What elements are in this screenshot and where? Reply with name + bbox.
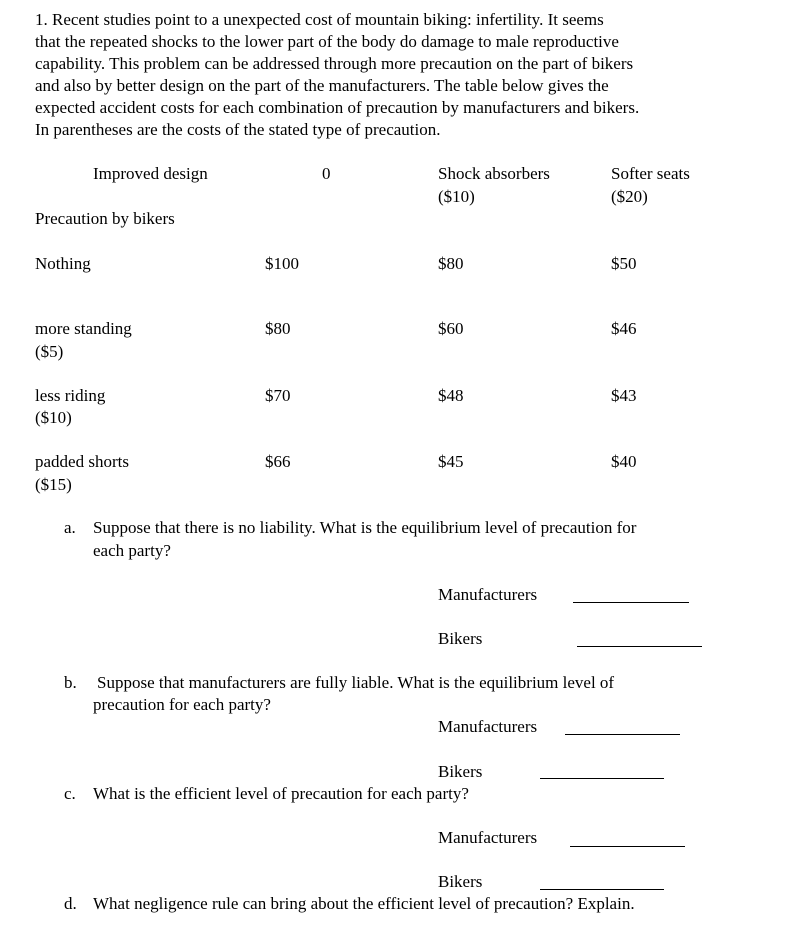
table-cell: $48 <box>438 386 464 405</box>
question-b-letter: b. <box>64 673 77 692</box>
column-header-0: 0 <box>322 164 331 183</box>
bikers-label: Bikers <box>438 762 483 781</box>
bikers-label: Bikers <box>438 872 483 891</box>
manufacturers-label: Manufacturers <box>438 828 538 847</box>
column-cost-shock-absorbers: ($10) <box>438 187 475 206</box>
intro-line: capability. This problem can be addressed through more precaution on the part of bikers <box>35 54 634 73</box>
row-cost-padded-shorts: ($15) <box>35 475 72 494</box>
table-cell: $50 <box>611 254 637 273</box>
column-header-shock-absorbers: Shock absorbers <box>438 164 550 183</box>
question-a-text-cont: each party? <box>93 541 171 560</box>
row-cost-more-standing: ($5) <box>35 342 64 361</box>
table-cell: $70 <box>265 386 291 405</box>
intro-line: expected accident costs for each combination of precaution by manufacturers and bikers. <box>35 98 640 117</box>
col-axis-label: Precaution by bikers <box>35 209 175 228</box>
column-cost-softer-seats: ($20) <box>611 187 648 206</box>
answer-blank-c-bikers[interactable] <box>540 889 664 890</box>
row-label-nothing: Nothing <box>35 254 91 273</box>
table-cell: $46 <box>611 319 637 338</box>
question-a-text: Suppose that there is no liability. What is the equilibrium level of precaution for <box>93 518 637 537</box>
answer-blank-b-bikers[interactable] <box>540 778 664 779</box>
answer-blank-b-manufacturers[interactable] <box>565 734 680 735</box>
table-cell: $80 <box>438 254 464 273</box>
table-cell: $60 <box>438 319 464 338</box>
table-cell: $43 <box>611 386 637 405</box>
intro-line: and also by better design on the part of the manufacturers. The table below gives the <box>35 76 609 95</box>
question-b-text-cont: precaution for each party? <box>93 695 271 714</box>
bikers-label: Bikers <box>438 629 483 648</box>
table-cell: $40 <box>611 452 637 471</box>
table-cell: $45 <box>438 452 464 471</box>
question-a-letter: a. <box>64 518 76 537</box>
question-d-letter: d. <box>64 894 77 913</box>
problem-intro <box>35 9 775 141</box>
intro-line: 1. Recent studies point to a unexpected cost of mountain biking: infertility. It seems <box>35 10 604 29</box>
column-header-softer-seats: Softer seats <box>611 164 690 183</box>
question-c-letter: c. <box>64 784 76 803</box>
answer-blank-a-bikers[interactable] <box>577 646 702 647</box>
answer-blank-a-manufacturers[interactable] <box>573 602 689 603</box>
row-cost-less-riding: ($10) <box>35 408 72 427</box>
manufacturers-label: Manufacturers <box>438 585 538 604</box>
question-b-text: Suppose that manufacturers are fully liable. What is the equilibrium level of <box>97 673 615 692</box>
answer-blank-c-manufacturers[interactable] <box>570 846 685 847</box>
manufacturers-label: Manufacturers <box>438 717 538 736</box>
row-label-less-riding: less riding <box>35 386 106 405</box>
row-axis-label: Improved design <box>93 164 208 183</box>
question-c-text: What is the efficient level of precaution for each party? <box>93 784 469 803</box>
intro-line: that the repeated shocks to the lower part of the body do damage to male reproductive <box>35 32 619 51</box>
row-label-more-standing: more standing <box>35 319 132 338</box>
row-label-padded-shorts: padded shorts <box>35 452 129 471</box>
intro-line: In parentheses are the costs of the stated type of precaution. <box>35 120 441 139</box>
question-d-text: What negligence rule can bring about the efficient level of precaution? Explain. <box>93 894 635 913</box>
table-cell: $80 <box>265 319 291 338</box>
table-cell: $66 <box>265 452 291 471</box>
table-cell: $100 <box>265 254 299 273</box>
